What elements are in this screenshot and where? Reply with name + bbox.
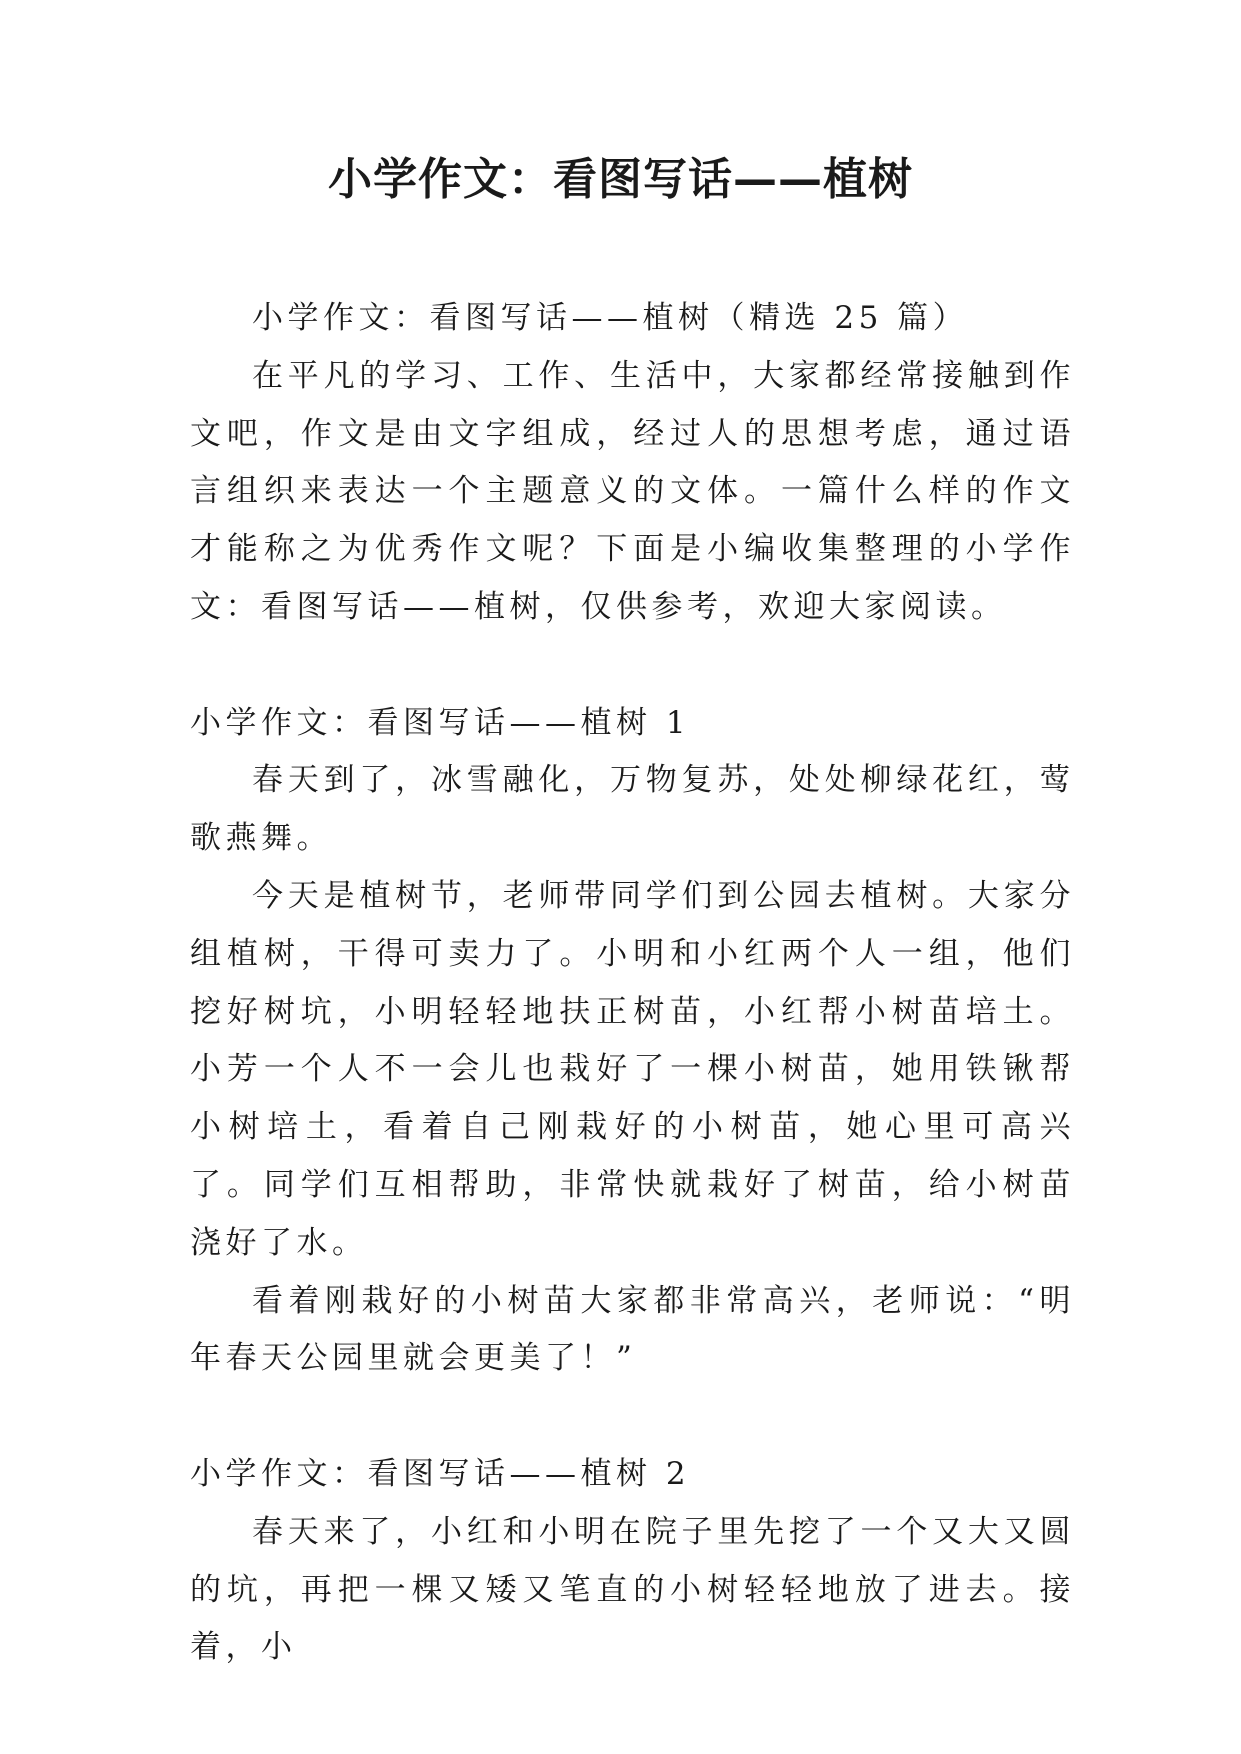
section-heading: 小学作文：看图写话——植树 2 (190, 1455, 691, 1492)
section-gap (190, 1388, 1075, 1446)
intro-paragraph: 在平凡的学习、工作、生活中，大家都经常接触到作文吧，作文是由文字组成，经过人的思想考虑，通过语言组织来表达一个主题意义的文体。一篇什么样的作文才能称之为优秀作文呢？下面是小编收集整理的小学作文：看图写话——植树，仅供参考，欢迎大家阅读。 (190, 357, 1075, 625)
section-paragraph: 看着刚栽好的小树苗大家都非常高兴，老师说：“明年春天公园里就会更美了！” (190, 1282, 1075, 1377)
section-gap (190, 637, 1075, 695)
document-body (190, 290, 1075, 1677)
section-paragraph: 春天来了，小红和小明在院子里先挖了一个又大又圆的坑，再把一棵又矮又笔直的小树轻轻地放了进去。接着，小 (190, 1513, 1075, 1666)
section-paragraph: 春天到了，冰雪融化，万物复苏，处处柳绿花红，莺歌燕舞。 (190, 762, 1075, 857)
document-title: 小学作文：看图写话——植树 (328, 154, 913, 205)
section-heading: 小学作文：看图写话——植树 1 (190, 704, 691, 741)
section-paragraph: 今天是植树节，老师带同学们到公园去植树。大家分组植树，干得可卖力了。小明和小红两个人一组，他们挖好树坑，小明轻轻地扶正树苗，小红帮小树苗培土。小芳一个人不一会儿也栽好了一棵小树苗，她用铁锹帮小树培土，看着自己刚栽好的小树苗，她心里可高兴了。同学们互相帮助，非常快就栽好了树苗，给小树苗浇好了水。 (190, 877, 1075, 1261)
intro-subtitle: 小学作文：看图写话——植树（精选 25 篇） (252, 300, 969, 336)
